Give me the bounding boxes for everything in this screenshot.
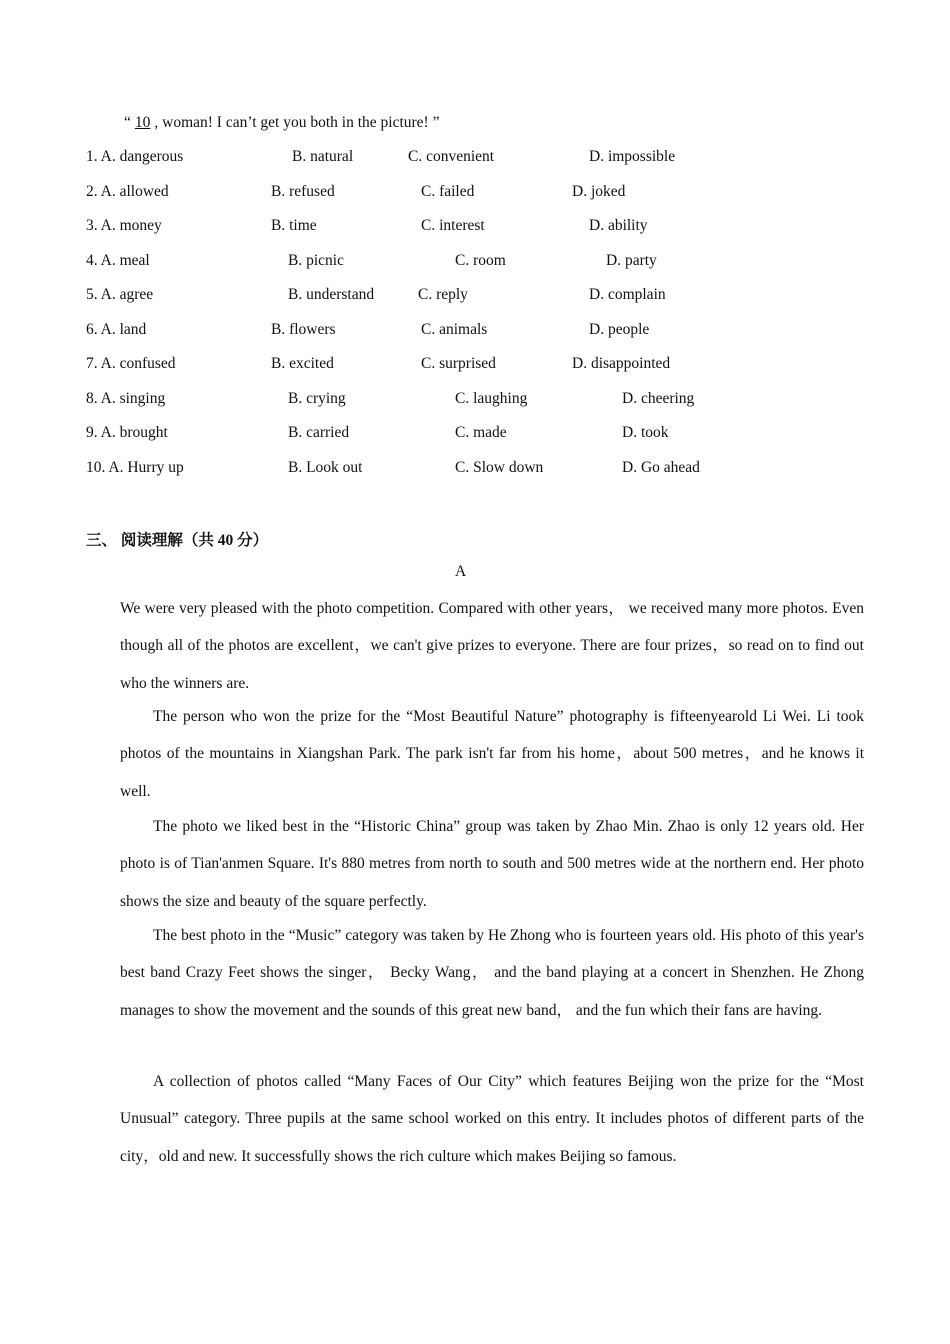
option-c: C. interest — [421, 217, 485, 234]
question-row — [0, 424, 950, 446]
option-c: C. surprised — [421, 355, 496, 372]
option-d: D. complain — [589, 286, 666, 303]
question-row — [0, 286, 950, 308]
option-d: D. Go ahead — [622, 459, 700, 476]
option-b: B. time — [271, 217, 317, 234]
quote-line — [124, 114, 439, 132]
option-c: C. failed — [421, 183, 475, 200]
section-title: 三、 阅读理解（共 40 分） — [86, 532, 269, 549]
option-d: D. cheering — [622, 390, 695, 407]
option-a: 5. A. agree — [86, 286, 154, 303]
option-c: C. reply — [418, 286, 468, 303]
question-row — [0, 390, 950, 412]
option-c: C. convenient — [408, 148, 495, 165]
option-c: C. laughing — [455, 390, 528, 407]
paragraph: We were very pleased with the photo competition. Compared with other years， we received many more photos. Even though all of the photos are excellent，we can't give prizes to everyone. There are four prizes，so read on to find out who the winners are. — [120, 600, 864, 692]
question-row — [0, 459, 950, 481]
option-d: D. impossible — [589, 148, 676, 165]
option-a: 4. A. meal — [86, 252, 150, 269]
question-row — [0, 355, 950, 377]
option-a: 6. A. land — [86, 321, 147, 338]
option-a: 8. A. singing — [86, 390, 166, 407]
passage-label: A — [455, 563, 467, 580]
quote-rest: , woman! I can’t get you both in the picture! ” — [154, 114, 440, 131]
open-quote: “ — [124, 114, 131, 131]
option-b: B. picnic — [288, 252, 344, 269]
option-b: B. flowers — [271, 321, 336, 338]
option-b: B. crying — [288, 390, 346, 407]
option-d: D. party — [606, 252, 657, 269]
paragraph: A collection of photos called “Many Faces of Our City” which features Beijing won the prize for the “Most Unusual” category. Three pupils at the same school worked on this entry. It includes photos of different parts of the city，old and new. It successfully shows the rich culture which makes Beijing so famous. — [120, 1073, 864, 1165]
question-row — [0, 321, 950, 343]
option-c: C. made — [455, 424, 507, 441]
option-d: D. ability — [589, 217, 648, 234]
paragraph: The person who won the prize for the “Most Beautiful Nature” photography is fifteenyearold Li Wei. Li took photos of the mountains in Xiangshan Park. The park isn't far from his home，about 500 metres，and he knows it well. — [120, 708, 864, 800]
option-b: B. carried — [288, 424, 350, 441]
option-b: B. refused — [271, 183, 335, 200]
option-a: 2. A. allowed — [86, 183, 169, 200]
paragraph: The photo we liked best in the “Historic China” group was taken by Zhao Min. Zhao is only 12 years old. Her photo is of Tian'anmen Square. It's 880 metres from north to south and 500 metres wide at the northern end. Her photo shows the size and beauty of the square perfectly. — [120, 818, 864, 910]
option-b: B. understand — [288, 286, 375, 303]
option-b: B. Look out — [288, 459, 363, 476]
option-a: 3. A. money — [86, 217, 162, 234]
option-d: D. disappointed — [572, 355, 671, 372]
option-d: D. joked — [572, 183, 626, 200]
option-b: B. excited — [271, 355, 334, 372]
option-a: 1. A. dangerous — [86, 148, 184, 165]
option-a: 9. A. brought — [86, 424, 168, 441]
option-a: 10. A. Hurry up — [86, 459, 184, 476]
option-c: C. room — [455, 252, 506, 269]
question-row — [0, 183, 950, 205]
option-c: C. Slow down — [455, 459, 544, 476]
paragraph: The best photo in the “Music” category was taken by He Zhong who is fourteen years old. His photo of this year's best band Crazy Feet shows the singer， Becky Wang， and the band playing at a concert in Shenzhen. He Zhong manages to show the movement and the sounds of this great new band， and the fun which their fans are having. — [120, 927, 864, 1019]
option-d: D. people — [589, 321, 650, 338]
option-b: B. natural — [292, 148, 354, 165]
option-c: C. animals — [421, 321, 488, 338]
blank-number: 10 — [134, 114, 151, 131]
question-row — [0, 252, 950, 274]
option-d: D. took — [622, 424, 669, 441]
question-row — [0, 217, 950, 239]
option-a: 7. A. confused — [86, 355, 176, 372]
question-row — [0, 148, 950, 170]
